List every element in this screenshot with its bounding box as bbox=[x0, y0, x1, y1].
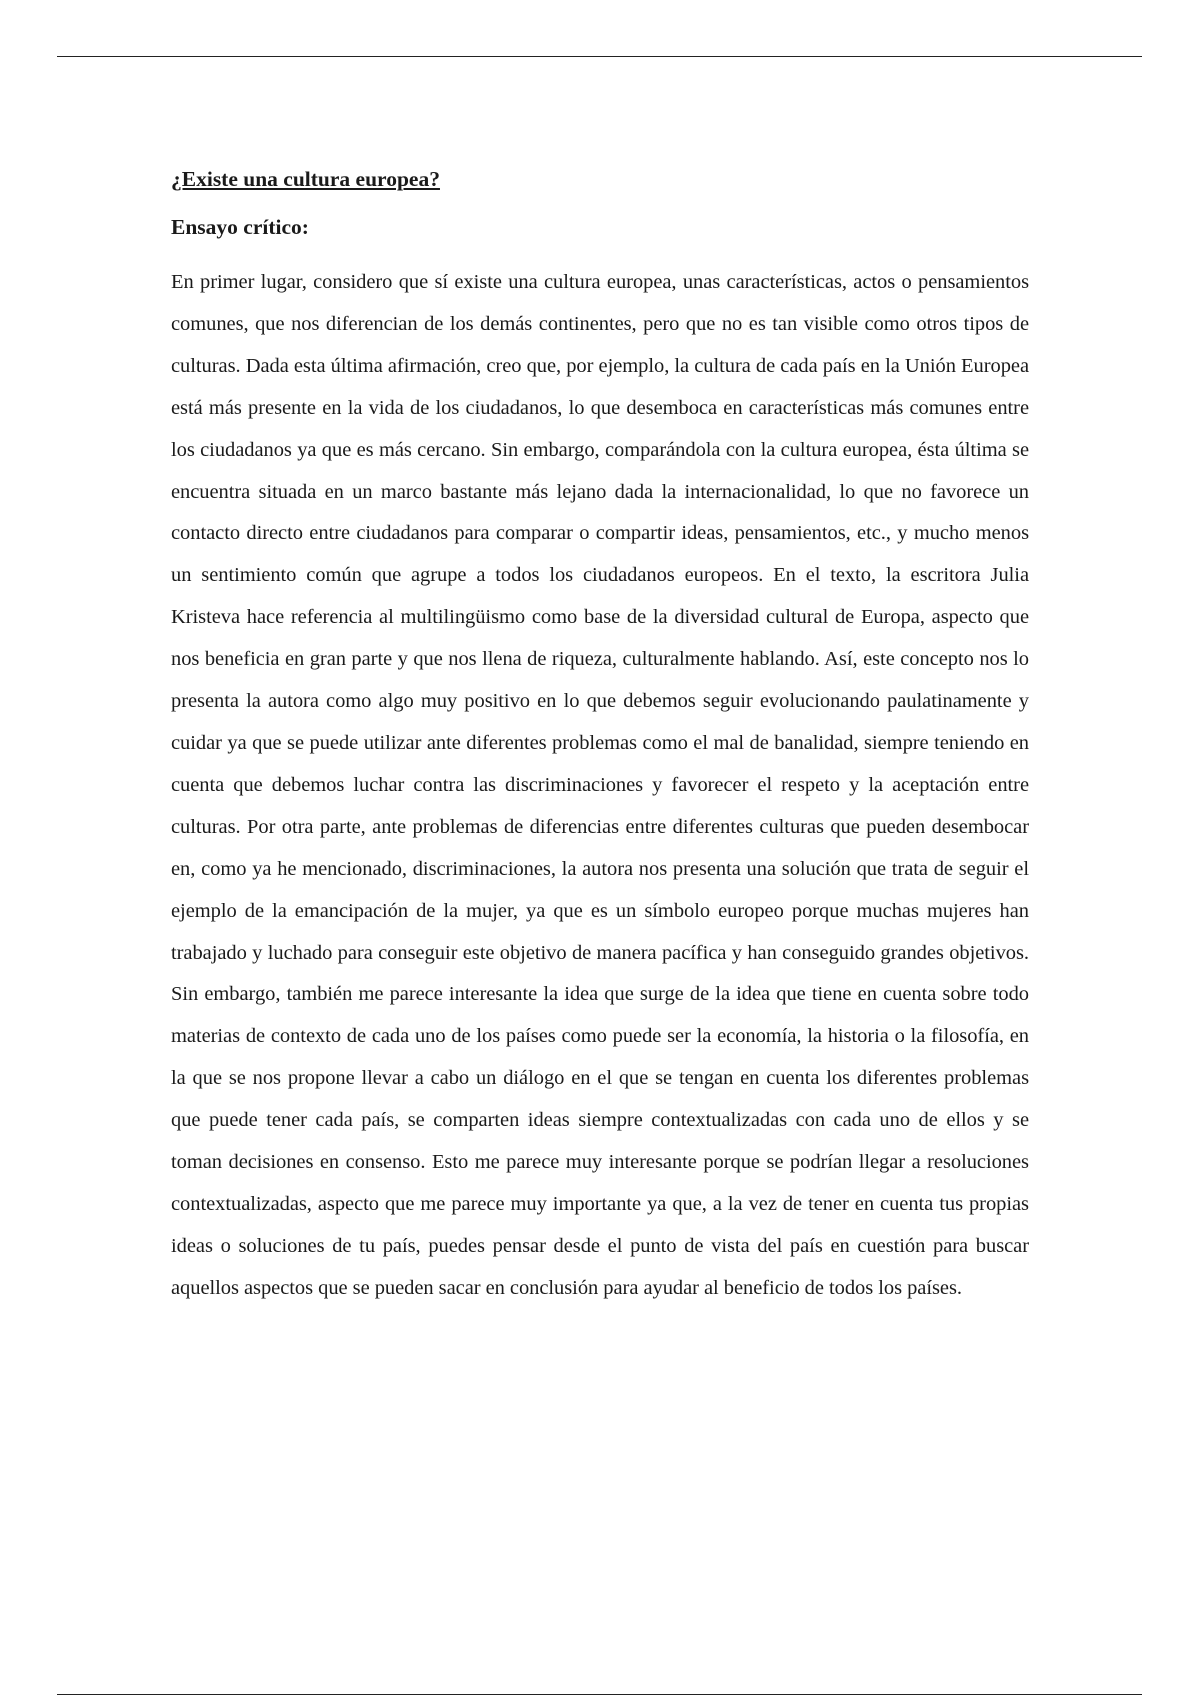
footer-rule bbox=[57, 1694, 1142, 1695]
essay-paragraph: En primer lugar, considero que sí existe una cultura europea, unas características, actos o pensamientos comunes, que nos diferencian de los demás continentes, pero que no es tan visible como otros tipos de culturas. Dada esta última afirmación, creo que, por ejemplo, la cultura de cada país en la Unión Europea está más presente en la vida de los ciudadanos, lo que desemboca en características más comunes entre los ciudadanos ya que es más cercano. Sin embargo, comparándola con la cultura europea, ésta última se encuentra situada en un marco bastante más lejano dada la internacionalidad, lo que no favorece un contacto directo entre ciudadanos para comparar o compartir ideas, pensamientos, etc., y mucho menos un sentimiento común que agrupe a todos los ciudadanos europeos. En el texto, la escritora Julia Kristeva hace referencia al multilingüismo como base de la diversidad cultural de Europa, aspecto que nos beneficia en gran parte y que nos llena de riqueza, culturalmente hablando. Así, este concepto nos lo presenta la autora como algo muy positivo en lo que debemos seguir evolucionando paulatinamente y cuidar ya que se puede utilizar ante diferentes problemas como el mal de banalidad, siempre teniendo en cuenta que debemos luchar contra las discriminaciones y favorecer el respeto y la aceptación entre culturas. Por otra parte, ante problemas de diferencias entre diferentes culturas que pueden desembocar en, como ya he mencionado, discriminaciones, la autora nos presenta una solución que trata de seguir el ejemplo de la emancipación de la mujer, ya que es un símbolo europeo porque muchas mujeres han trabajado y luchado para conseguir este objetivo de manera pacífica y han conseguido grandes objetivos. Sin embargo, también me parece interesante la idea que surge de la idea que tiene en cuenta sobre todo materias de contexto de cada uno de los países como puede ser la economía, la historia o la filosofía, en la que se nos propone llevar a cabo un diálogo en el que se tengan en cuenta los diferentes problemas que puede tener cada país, se comparten ideas siempre contextualizadas con cada uno de ellos y se toman decisiones en consenso. Esto me parece muy interesante porque se podrían llegar a resoluciones contextualizadas, aspecto que me parece muy importante ya que, a la vez de tener en cuenta tus propias ideas o soluciones de tu país, puedes pensar desde el punto de vista del país en cuestión para buscar aquellos aspectos que se pueden sacar en conclusión para ayudar al beneficio de todos los países. bbox=[171, 271, 1029, 1299]
document-subtitle: Ensayo crítico: bbox=[171, 215, 309, 239]
document-title: ¿Existe una cultura europea? bbox=[171, 167, 440, 191]
document-content bbox=[171, 164, 1029, 1310]
header-rule bbox=[57, 56, 1142, 57]
